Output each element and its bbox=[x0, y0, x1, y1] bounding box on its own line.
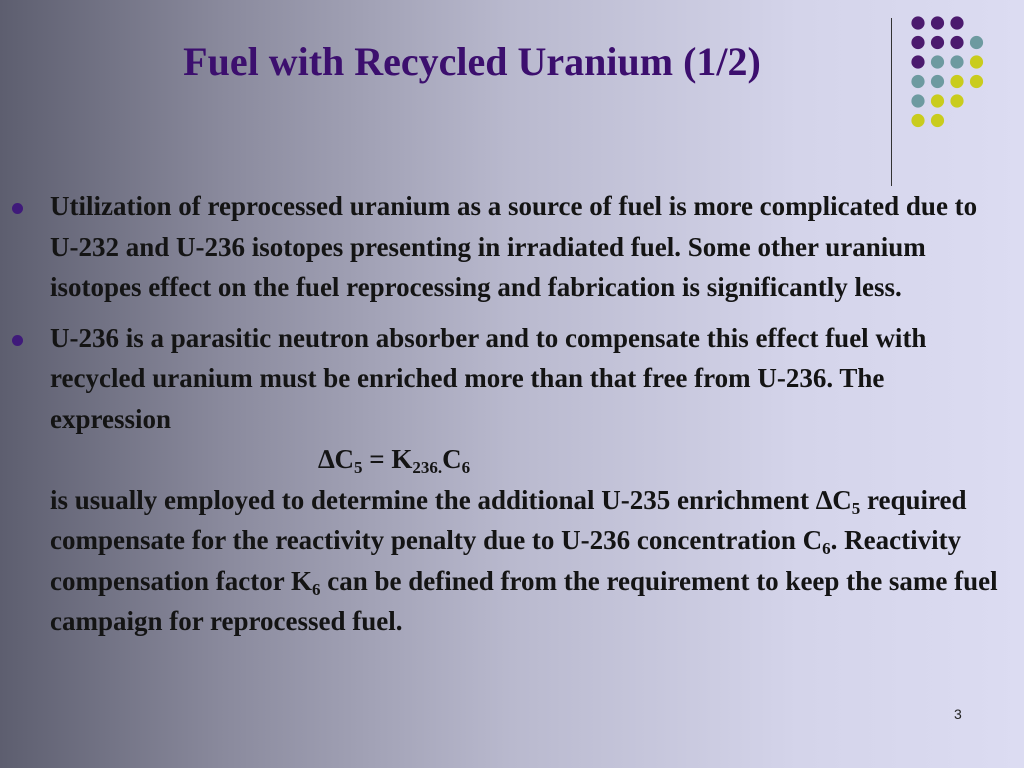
bullet-2-intro: U-236 is a parasitic neutron absorber and to compensate this effect fuel with recycled uranium must be enriched more than that free from U-236. The expression bbox=[50, 322, 927, 434]
slide-body bbox=[0, 186, 1000, 642]
bullet-dot-icon bbox=[12, 203, 23, 214]
decorative-dot bbox=[911, 94, 924, 107]
decorative-dot bbox=[911, 55, 924, 68]
cont-sub-3: 6 bbox=[311, 579, 321, 599]
decorative-dot bbox=[970, 75, 983, 88]
decorative-dot bbox=[911, 75, 924, 88]
eq-delta-sub: 5 bbox=[354, 458, 363, 477]
bullet-dot-icon bbox=[12, 335, 23, 346]
eq-delta: ∆C bbox=[318, 444, 355, 474]
eq-k-sub: 236 bbox=[412, 458, 438, 477]
decorative-dot bbox=[950, 75, 963, 88]
decorative-dot bbox=[931, 114, 944, 127]
decorative-dot bbox=[931, 94, 944, 107]
decorative-dot bbox=[950, 36, 963, 49]
decorative-dot bbox=[911, 16, 924, 29]
decorative-dot bbox=[950, 55, 963, 68]
eq-k-sub-dot: . bbox=[437, 458, 443, 477]
decorative-dot-grid bbox=[0, 0, 1024, 200]
slide-title: Fuel with Recycled Uranium (1/2) bbox=[183, 39, 761, 84]
cont-sub-1: 5 bbox=[851, 498, 861, 518]
cont-text-4: can be defined from the requirement to keep the same fuel campaign for reprocessed fuel. bbox=[50, 565, 998, 636]
decorative-dot bbox=[950, 16, 963, 29]
bullet-1-text: Utilization of reprocessed uranium as a source of fuel is more complicated due to U-232 and U-236 isotopes presenting in irradiated fuel. Some other uranium isotopes effect on the fuel reprocessing and fabrication is significantly less. bbox=[50, 191, 978, 302]
bullet-item-1 bbox=[0, 186, 1000, 308]
eq-c6: C bbox=[442, 444, 462, 474]
decorative-dot bbox=[970, 55, 983, 68]
decorative-dot bbox=[931, 55, 944, 68]
page-number: 3 bbox=[954, 706, 962, 722]
decorative-dot bbox=[931, 75, 944, 88]
decorative-dot bbox=[970, 36, 983, 49]
bullet-2-continuation bbox=[50, 480, 1000, 642]
cont-text-2: required compensate for the reactivity penalty due to U-236 concentration C bbox=[50, 484, 967, 555]
eq-equals-k: = K bbox=[362, 444, 413, 474]
cont-text-1: is usually employed to determine the additional U-235 enrichment ∆C bbox=[50, 484, 852, 515]
decorative-dot bbox=[931, 16, 944, 29]
decorative-dot bbox=[911, 36, 924, 49]
decorative-dot bbox=[931, 36, 944, 49]
cont-text-3: . Reactivity compensation factor K bbox=[50, 525, 962, 596]
cont-sub-2: 6 bbox=[822, 539, 831, 558]
bullet-item-2 bbox=[0, 318, 1000, 642]
decorative-dot bbox=[950, 94, 963, 107]
decorative-dot bbox=[911, 114, 924, 127]
equation-line bbox=[50, 439, 1000, 480]
eq-c6-sub: 6 bbox=[461, 458, 471, 477]
